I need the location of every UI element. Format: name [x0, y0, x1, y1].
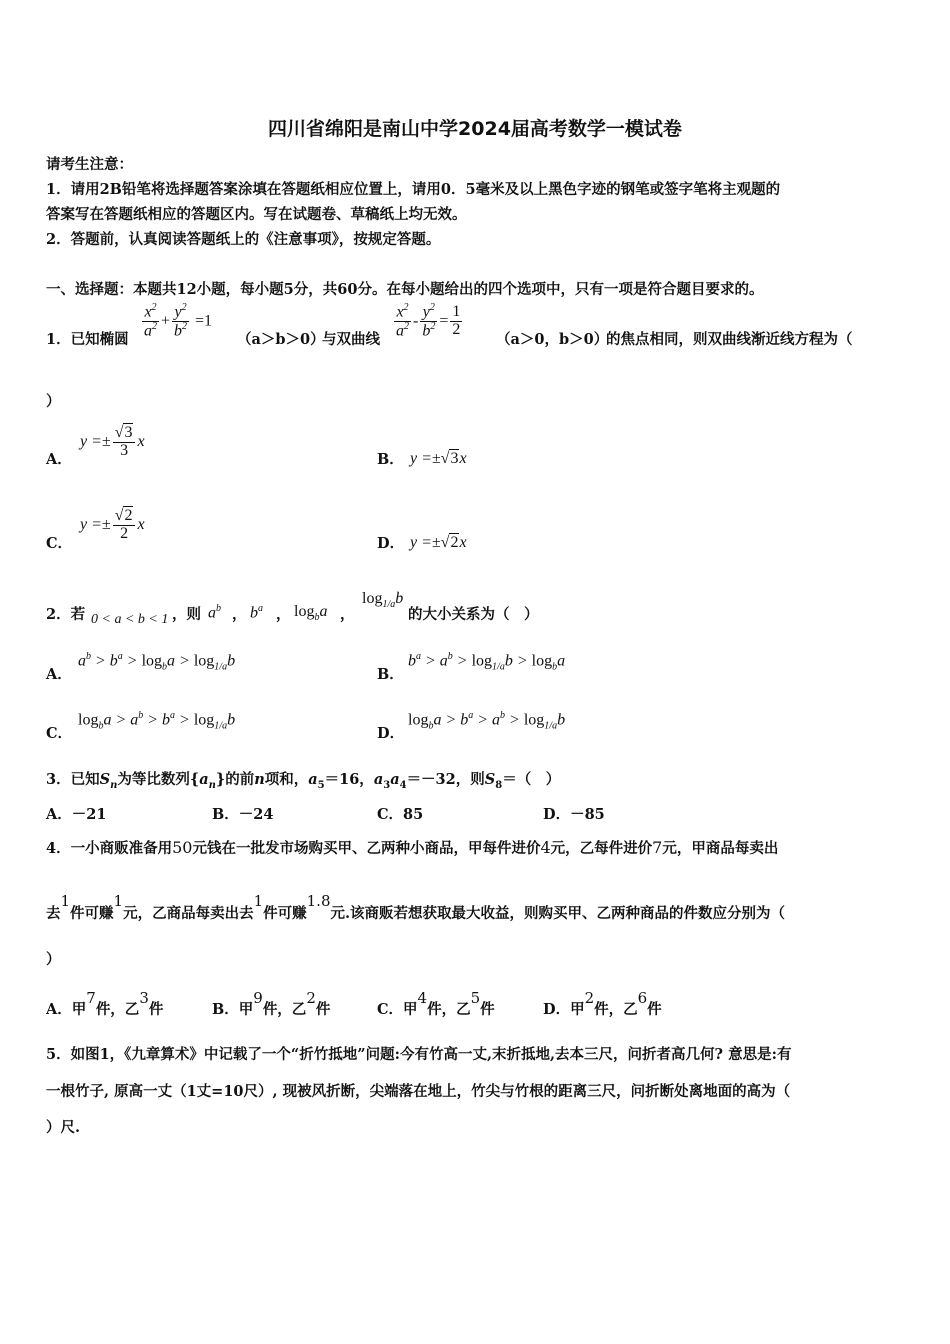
q2-sep-2: ，	[276, 606, 291, 623]
q2-expr-b-pow-a: $b^a$	[250, 603, 263, 622]
q4-option-a[interactable]: A．甲$^7$件，乙$^3$件	[46, 989, 164, 1018]
q4-close: ）	[46, 951, 61, 968]
q1-option-a-formula: y =± $\frac{√3}{3}$ x	[80, 424, 145, 459]
q1-option-c-formula: y =± $\frac{√2}{2}$ x	[80, 507, 145, 542]
q2-option-d-formula: $\log_ba > b^a > a^b > \log_{1/a}b$	[408, 710, 566, 732]
q1-option-b-formula: y =±√3x	[410, 450, 467, 467]
page-title: 四川省绵阳是南山中学2024届高考数学一模试卷	[268, 118, 682, 140]
q2-prefix: 2．若	[46, 606, 86, 623]
q4-line-2: 去$^1$件可赚$^1$元，乙商品每卖出去$^1$件可赚$^{1.8}$元.该商贩若想获取最大收益，则购买甲、乙两种商品的件数应分别为（	[46, 892, 786, 922]
q1-mid: 与双曲线	[322, 331, 380, 348]
q2-option-d-label[interactable]: D．	[377, 725, 405, 742]
q2-condition: 0 < a < b < 1	[91, 612, 169, 627]
q3-option-a[interactable]: A．－21	[46, 806, 107, 823]
q1-option-a-label[interactable]: A．	[46, 451, 72, 468]
section-heading: 一、选择题：本题共12小题，每小题5分，共60分。在每小题给出的四个选项中，只有一项是符合题目要求的。	[46, 281, 764, 298]
q1-option-c-label[interactable]: C．	[46, 535, 73, 552]
notice-line-1b: 答案写在答题纸相应的答题区内。写在试题卷、草稿纸上均无效。	[46, 206, 467, 223]
notice-line-2: 2．答题前，认真阅读答题纸上的《注意事项》，按规定答题。	[46, 231, 441, 248]
q3-option-c[interactable]: C．85	[377, 806, 424, 823]
q3-text: 3．已知$S_n$为等比数列$\{a_n\}$的前n项和，$a_5=16$，$a_3a_4=-32$，则$S_8=$（ ）	[46, 771, 561, 791]
q2-option-a-label[interactable]: A．	[46, 666, 72, 683]
q1-option-d-formula: y =±√2x	[410, 534, 467, 551]
q2-option-c-label[interactable]: C．	[46, 725, 73, 742]
q2-option-a-formula: $a^b > b^a > \log_ba > \log_{1/a}b$	[78, 651, 236, 673]
notice-heading: 请考生注意：	[46, 156, 133, 173]
q3-option-d[interactable]: D．－85	[543, 806, 605, 823]
q2-then: ，则	[172, 606, 201, 623]
q1-option-b-label[interactable]: B．	[377, 451, 404, 468]
q1-prefix: 1．已知椭圆	[46, 331, 129, 348]
notice-line-1a: 1．请用2B铅笔将选择题答案涂填在答题纸相应位置上，请用0．5毫米及以上黑色字迹的钢笔或签字笔将主观题的	[46, 181, 781, 198]
q1-close: ）	[46, 393, 61, 410]
q2-option-c-formula: $\log_ba > a^b > b^a > \log_{1/a}b$	[78, 710, 236, 732]
q4-option-b[interactable]: B．甲$^9$件，乙$^2$件	[212, 989, 331, 1018]
q2-sep-1: ，	[232, 606, 247, 623]
q1-option-d-label[interactable]: D．	[377, 535, 405, 552]
q2-expr-log-1a-b: $\log_{1/a}b$	[362, 590, 404, 611]
q1-hyperbola-equation: $\frac{x^2}{a^2}$ - $\frac{y^2}{b^2}$ = $\frac{1}{2}$	[396, 302, 461, 340]
q1-ellipse-equation: $\frac{x^2}{a^2}$ + $\frac{y^2}{b^2}$ =1	[144, 302, 213, 340]
q1-cond-1: （a＞b＞0）	[237, 331, 325, 348]
q4-option-d[interactable]: D．甲$^2$件，乙$^6$件	[543, 989, 662, 1018]
q1-suffix: 的焦点相同，则双曲线渐近线方程为（	[606, 331, 853, 348]
q2-suffix: 的大小关系为（ ）	[408, 606, 539, 623]
q2-sep-3: ，	[340, 606, 355, 623]
q5-line-3: ）尺.	[46, 1119, 81, 1136]
q5-line-2: 一根竹子, 原高一丈（1丈=10尺）, 现被风折断，尖端落在地上，竹尖与竹根的距离三尺，问折断处离地面的高为（	[46, 1083, 791, 1100]
q2-option-b-label[interactable]: B．	[377, 666, 404, 683]
q4-line-1: 4．一小商贩准备用50元钱在一批发市场购买甲、乙两种小商品，甲每件进价4元，乙每件进价7元，甲商品每卖出	[46, 838, 779, 857]
q4-option-c[interactable]: C．甲$^4$件，乙$^5$件	[377, 989, 495, 1018]
q2-expr-log-b-a: $\log_ba$	[294, 603, 328, 624]
q1-cond-2: （a＞0，b＞0）	[496, 331, 609, 348]
q2-option-b-formula: $b^a > a^b > \log_{1/a}b > \log_ba$	[408, 651, 566, 673]
q5-line-1: 5．如图1，《九章算术》中记载了一个“折竹抵地”问题:今有竹高一丈,末折抵地,去本三尺，问折者高几何? 意思是:有	[46, 1046, 792, 1063]
q3-option-b[interactable]: B．－24	[212, 806, 274, 823]
q2-expr-a-pow-b: $a^b$	[208, 603, 221, 622]
